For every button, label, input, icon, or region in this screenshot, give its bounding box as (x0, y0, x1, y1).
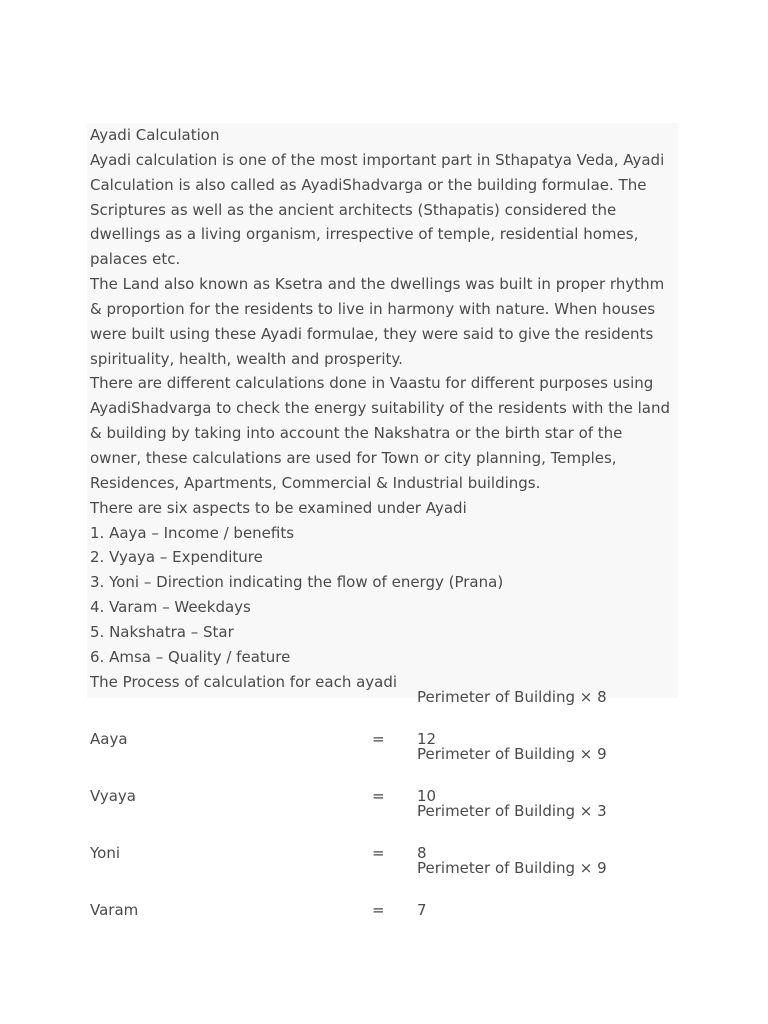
formula-numerator: Perimeter of Building × 9 (417, 859, 607, 877)
list-item: 5. Nakshatra – Star (90, 622, 234, 641)
formula-divisor: 8 (417, 844, 427, 862)
paragraph-line: palaces etc. (90, 250, 181, 269)
paragraph-line: Calculation is also called as AyadiShadvarga or the building formulae. The (90, 175, 647, 194)
list-item: 6. Amsa – Quality / feature (90, 647, 291, 666)
paragraph-line: Residences, Apartments, Commercial & Industrial buildings. (90, 473, 541, 492)
formula-divisor: 7 (417, 901, 427, 919)
ayadi-name: Yoni (90, 844, 121, 862)
paragraph-line: Ayadi calculation is one of the most important part in Sthapatya Veda, Ayadi (90, 150, 665, 169)
equals-sign: = (372, 787, 385, 805)
paragraph-line: were built using these Ayadi formulae, they were said to give the residents (90, 324, 654, 343)
formula-numerator: Perimeter of Building × 3 (417, 802, 607, 820)
paragraph-line: The Land also known as Ksetra and the dwellings was built in proper rhythm (90, 275, 665, 294)
paragraph-line: AyadiShadvarga to check the energy suitability of the residents with the land (90, 399, 670, 418)
list-item: 4. Varam – Weekdays (90, 598, 251, 617)
equals-sign: = (372, 901, 385, 919)
formula-divisor: 10 (417, 787, 437, 805)
document-title: Ayadi Calculation (90, 126, 220, 144)
paragraph-line: There are six aspects to be examined under Ayadi (90, 498, 467, 517)
equals-sign: = (372, 730, 385, 748)
calculation-row-aaya (90, 688, 690, 748)
calculation-row-vyaya (90, 745, 690, 805)
paragraph-line: Scriptures as well as the ancient architects (Sthapatis) considered the (90, 200, 617, 219)
formula-numerator: Perimeter of Building × 8 (417, 688, 607, 706)
formula-divisor: 12 (417, 730, 437, 748)
paragraph-line: spirituality, health, wealth and prosperity. (90, 349, 403, 368)
ayadi-name: Varam (90, 901, 139, 919)
paragraph-line: There are different calculations done in Vaastu for different purposes using (90, 374, 654, 393)
ayadi-name: Vyaya (90, 787, 136, 805)
formula-numerator: Perimeter of Building × 9 (417, 745, 607, 763)
list-item: 3. Yoni – Direction indicating the flow of energy (Prana) (90, 573, 504, 592)
document-body (87, 123, 678, 698)
calculation-table (90, 688, 690, 919)
paragraph-line: & proportion for the residents to live in harmony with nature. When houses (90, 299, 656, 318)
paragraph-line: The Process of calculation for each ayadi (90, 672, 398, 691)
list-item: 1. Aaya – Income / benefits (90, 523, 295, 542)
list-item: 2. Vyaya – Expenditure (90, 548, 263, 567)
ayadi-name: Aaya (90, 730, 128, 748)
paragraph-line: owner, these calculations are used for Town or city planning, Temples, (90, 448, 617, 467)
calculation-row-yoni (90, 802, 690, 862)
paragraph-line: & building by taking into account the Nakshatra or the birth star of the (90, 424, 623, 443)
calculation-row-varam (90, 859, 690, 919)
paragraph-line: dwellings as a living organism, irrespective of temple, residential homes, (90, 225, 639, 244)
equals-sign: = (372, 844, 385, 862)
